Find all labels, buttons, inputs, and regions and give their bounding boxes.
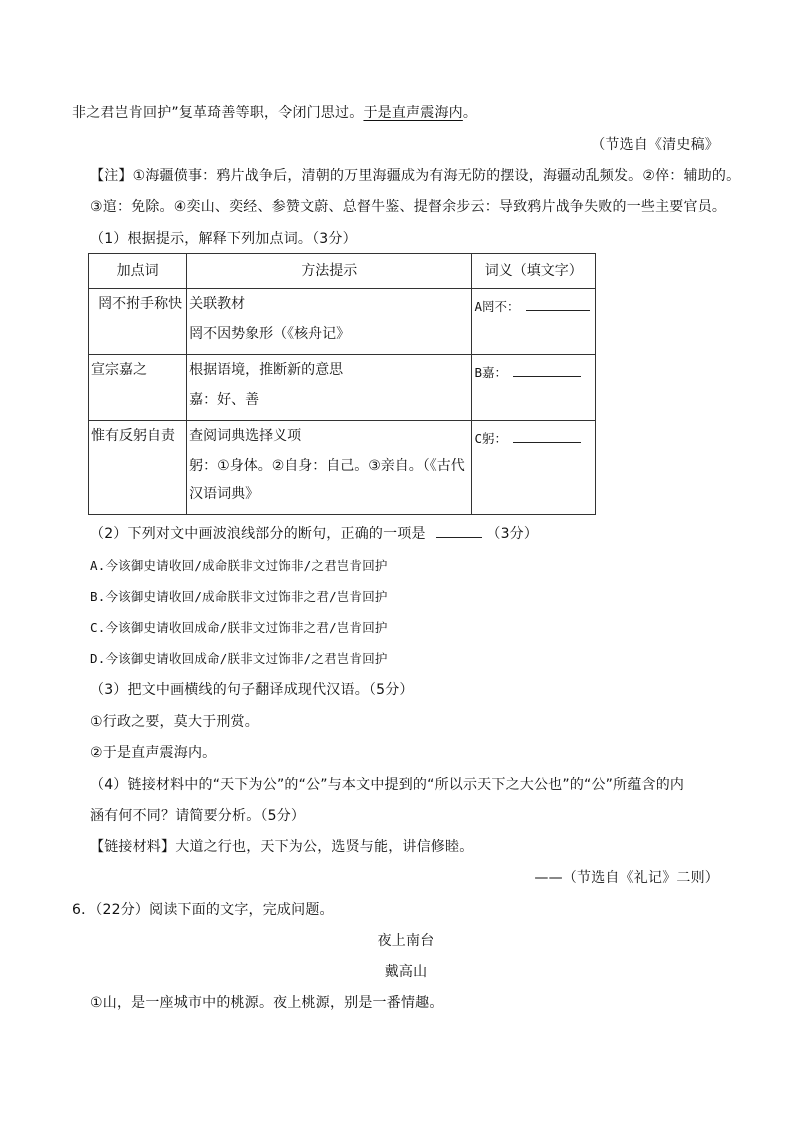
q2-answer-blank[interactable] [436,523,482,538]
answer-slot[interactable] [474,293,589,318]
table-row [89,421,596,515]
q2-stem-line [90,523,538,544]
q2-option-a: A.今该御史请收回/成命朕非文过饰非/之君岂肯回护 [90,558,388,573]
q1-stem: （1）根据提示，解释下列加点词。（3分） [90,231,357,247]
answer-blank[interactable] [526,296,590,311]
q3-stem: （3）把文中画横线的句子翻译成现代汉语。（5分） [90,682,414,698]
q4-material-source: ——（节选自《礼记》二则） [534,870,719,886]
row-word: 宣宗嘉之 [89,355,187,421]
answer-blank[interactable] [513,428,581,443]
q2-stem: （2）下列对文中画波浪线部分的断句，正确的一项是 [90,526,426,542]
passage-end-line [72,103,477,123]
answer-blank[interactable] [513,362,581,377]
answer-slot[interactable] [474,425,581,450]
q2-option-b: B.今该御史请收回/成命朕非文过饰非之君/岂肯回护 [90,589,388,604]
row-hint [187,289,472,355]
essay-paragraph-1: ①山，是一座城市中的桃源。夜上桃源，别是一番情趣。 [90,995,444,1011]
q2-option-d: D.今该御史请收回成命/朕非文过饰非/之君岂肯回护 [90,651,388,666]
row-hint [187,355,472,421]
hint-line: 关联教材 [189,296,246,312]
header-meaning: 词义（填文字） [472,254,596,289]
passage-text: 非之君岂肯回护”复革琦善等职，令闭门思过。 [72,105,364,121]
q2-score: （3分） [486,526,539,542]
q6-stem: 6．（22分）阅读下面的文字，完成问题。 [72,902,334,918]
hint-line: 躬：①身体。②自身：自己。③亲自。（《古代 [189,458,465,474]
q4-stem-line-1: （4）链接材料中的“天下为公”的“公”与本文中提到的“所以示天下之大公也”的“公”所蕴含的内 [90,777,685,793]
table-header-row [89,254,596,289]
notes-line-1: 【注】①海疆偾事：鸦片战争后，清朝的万里海疆成为有海无防的摆设，海疆动乱频发。②倅：辅助的。 [90,168,741,184]
answer-label: B嘉： [474,365,507,380]
essay-title: 夜上南台 [377,933,435,949]
notes-line-2: ③逭：免除。④奕山、奕经、参赞文蔚、总督牛鉴、提督余步云：导致鸦片战争失败的一些主要官员。 [90,199,727,215]
passage-source: （节选自《清史稿》 [591,137,719,153]
answer-label: A罔不： [474,299,520,314]
hint-line: 根据语境，推断新的意思 [189,362,344,378]
passage-text-end: 。 [462,105,478,121]
hint-line: 嘉：好、善 [189,392,260,408]
header-word: 加点词 [89,254,187,289]
underlined-sentence: 于是直声震海内 [363,105,463,121]
answer-slot[interactable] [474,359,581,384]
q4-linked-material: 【链接材料】大道之行也，天下为公，选贤与能，讲信修睦。 [90,839,474,855]
essay-author: 戴高山 [384,964,428,980]
table-row [89,355,596,421]
row-word: 惟有反躬自责 [89,421,187,515]
row-word: 罔不拊手称快 [89,289,187,355]
q4-stem-line-2: 涵有何不同？请简要分析。（5分） [90,808,306,824]
hint-line: 汉语词典》 [189,486,260,502]
row-answer [472,289,596,355]
q3-item-1: ①行政之要，莫大于刑赏。 [90,714,259,730]
q2-option-c: C.今该御史请收回成命/朕非文过饰非之君/岂肯回护 [90,620,388,635]
row-answer [472,355,596,421]
row-hint [187,421,472,515]
hint-line: 罔不因势象形（《核舟记》 [189,326,351,342]
table-row [89,289,596,355]
row-answer [472,421,596,515]
answer-label: C躬： [474,431,507,446]
header-hint: 方法提示 [187,254,472,289]
q3-item-2: ②于是直声震海内。 [90,745,217,761]
hint-line: 查阅词典选择义项 [189,428,302,444]
vocab-table [88,253,596,515]
